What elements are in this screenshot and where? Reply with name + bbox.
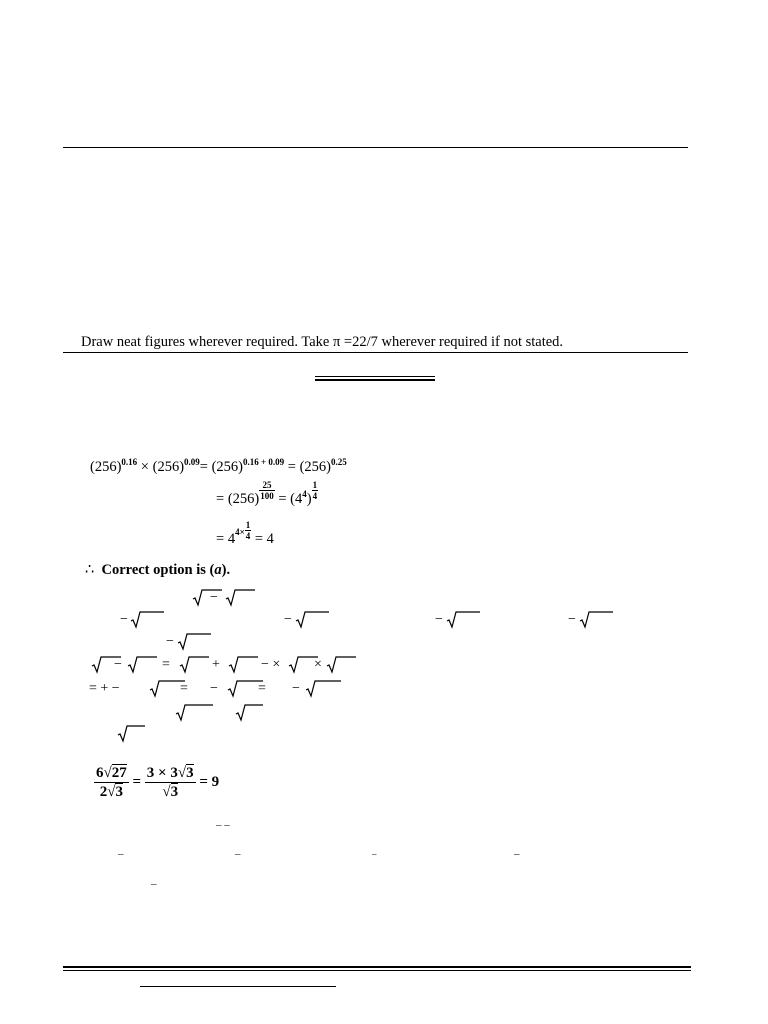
radical-sign-4 — [447, 612, 480, 627]
fragment-minus-b5: − — [166, 634, 174, 649]
dash-fragment-3: – — [235, 848, 241, 860]
fragment-equals-c1: = — [162, 657, 170, 672]
conclusion-end: ). — [221, 562, 231, 578]
conclusion-text: Correct option is ( — [101, 562, 215, 578]
fragment-d5: − — [292, 681, 300, 696]
fragment-d4: = — [258, 681, 266, 696]
equals-1: = — [199, 459, 208, 475]
solution2-expression — [94, 764, 219, 801]
frac2-num-a: 3 × 3 — [146, 765, 178, 781]
equals-2: = — [287, 459, 296, 475]
fragment-minus-times-c4: − × — [261, 657, 281, 672]
solution2-result: = 9 — [199, 773, 220, 790]
radical-sign-16 — [176, 705, 213, 720]
line2-frac-num: 25 — [259, 480, 275, 491]
fragment-minus-b2: − — [284, 612, 292, 627]
frac2-num-rad: 3 — [186, 765, 194, 781]
line2-equals: = — [216, 491, 225, 507]
line2-base: (256) — [227, 491, 260, 507]
line2-equals-2: = — [278, 491, 287, 507]
footer-rule-bottom — [63, 970, 691, 971]
radical-sign-6 — [178, 634, 211, 649]
term-a-exp: 0.16 — [121, 457, 138, 467]
line2-outer-den: 4 — [312, 491, 318, 502]
term-d-exp: 0.25 — [331, 457, 347, 467]
radical-sign-10 — [229, 657, 258, 672]
frac2-den-rad: 3 — [170, 784, 179, 800]
radical-sign-12 — [327, 657, 356, 672]
frac1-num-coeff: 6 — [96, 765, 104, 781]
fragment-d1: = + − — [89, 681, 120, 696]
dash-fragment-1: – – — [216, 819, 230, 831]
solution2-frac-2 — [145, 764, 196, 801]
fragment-minus-c0: − — [114, 657, 122, 672]
frac1-den-rad: 3 — [115, 784, 123, 800]
fragment-minus-a: − — [210, 590, 218, 605]
frac2-denominator: √3 — [162, 784, 179, 800]
fragment-minus-b1: − — [120, 612, 128, 627]
solution2-equals: = — [132, 773, 142, 790]
radical-sign-1 — [226, 590, 255, 605]
line3-exp-a: 4× — [235, 527, 245, 537]
frac1-den-coeff: 2 — [99, 784, 108, 800]
frac1-denominator: 2√3 — [99, 784, 123, 800]
line3-result: = 4 — [254, 531, 274, 547]
radical-sign-5 — [580, 612, 613, 627]
radical-sign-15 — [306, 681, 341, 696]
term-b-exp: 0.09 — [184, 457, 200, 467]
radical-sign-9 — [180, 657, 209, 672]
line3-equals: = — [216, 531, 225, 547]
dash-fragment-2: – — [118, 848, 124, 860]
footer-rule-top — [63, 966, 691, 968]
dash-fragment-4: – — [372, 849, 377, 859]
line2-frac-den: 100 — [260, 491, 274, 502]
dash-fragment-5: – — [514, 848, 520, 860]
line2-outer-num: 1 — [312, 480, 318, 491]
fragment-minus-b4: − — [568, 612, 576, 627]
radical-sign-18 — [118, 726, 145, 741]
line3-exp-den: 4 — [245, 531, 251, 542]
radical-sign-17 — [236, 705, 263, 720]
line2-close: ) — [306, 491, 312, 507]
footnote-rule — [140, 986, 336, 987]
conclusion-option: a — [214, 562, 222, 578]
fragment-plus-c3: + — [212, 657, 220, 672]
times-symbol: × — [140, 459, 149, 475]
fragment-minus-b3: − — [435, 612, 443, 627]
frac1-num-rad: 27 — [111, 765, 127, 781]
line3-exp-num: 1 — [245, 520, 251, 531]
term-c-exp: 0.16 + 0.09 — [243, 457, 285, 467]
radical-sign-2 — [131, 612, 164, 627]
frac1-numerator: 6√27 — [96, 765, 127, 781]
dash-fragment-6: – — [151, 878, 157, 890]
term-a-base: (256) — [90, 459, 122, 475]
frac2-numerator: 3 × 3√3 — [146, 765, 194, 781]
line3-base: 4 — [227, 531, 236, 547]
radical-sign-8 — [128, 657, 157, 672]
fragment-d2: = — [180, 681, 188, 696]
solution2-frac-1 — [94, 764, 129, 801]
fragment-times-c5: × — [314, 657, 322, 672]
term-c-base: (256) — [211, 459, 244, 475]
fragment-d3: − — [210, 681, 218, 696]
instruction-text: Draw neat figures wherever required. Take π =22/7 wherever required if not stated. — [81, 334, 564, 350]
term-d-base: (256) — [299, 459, 332, 475]
radical-sign-3 — [296, 612, 329, 627]
line2-inner-exp: 4 — [302, 489, 307, 499]
line2-open: (4 — [290, 491, 303, 507]
term-b-base: (256) — [152, 459, 185, 475]
therefore-symbol: ∴ — [85, 562, 95, 578]
